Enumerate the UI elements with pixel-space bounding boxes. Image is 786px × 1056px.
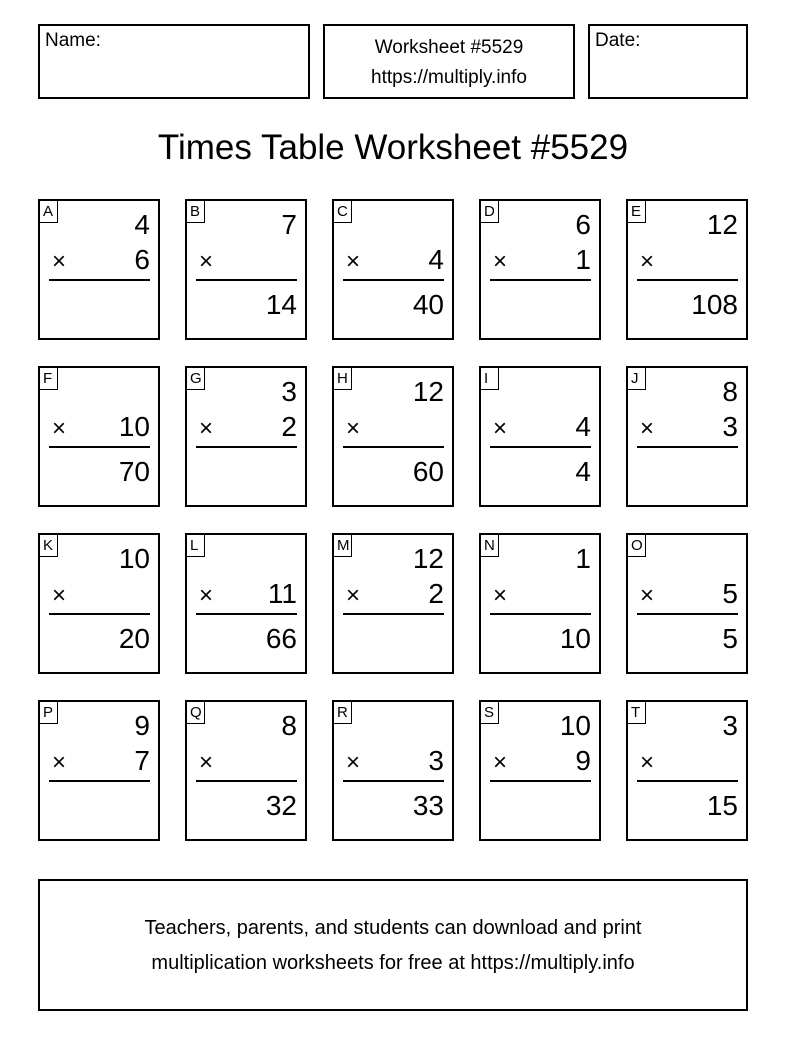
multiplicand[interactable]: 12	[706, 209, 738, 240]
product[interactable]: 40	[412, 289, 444, 320]
problem-card	[479, 533, 601, 674]
problem-card	[38, 366, 160, 507]
times-sign: ×	[199, 248, 214, 275]
times-sign: ×	[346, 248, 361, 275]
multiplicand[interactable]: 12	[412, 376, 444, 407]
multiplier[interactable]: 2	[281, 411, 297, 442]
answer-line	[490, 780, 591, 782]
times-sign: ×	[52, 582, 67, 609]
times-sign: ×	[493, 415, 508, 442]
multiplier[interactable]: 7	[134, 745, 150, 776]
times-sign: ×	[493, 248, 508, 275]
multiplier[interactable]: 10	[118, 411, 150, 442]
problem-letter: L	[187, 535, 205, 557]
problem-card	[626, 700, 748, 841]
multiplier[interactable]: 4	[575, 411, 591, 442]
problem-card	[332, 199, 454, 340]
times-sign: ×	[346, 415, 361, 442]
problem-letter: M	[334, 535, 352, 557]
multiplier[interactable]: 5	[722, 578, 738, 609]
times-sign: ×	[199, 415, 214, 442]
multiplicand[interactable]: 10	[118, 543, 150, 574]
times-sign: ×	[640, 248, 655, 275]
times-sign: ×	[493, 582, 508, 609]
product[interactable]: 60	[412, 456, 444, 487]
multiplicand[interactable]: 3	[722, 710, 738, 741]
answer-line	[637, 613, 738, 615]
multiplier[interactable]: 4	[428, 244, 444, 275]
problem-card	[332, 533, 454, 674]
times-sign: ×	[493, 749, 508, 776]
product[interactable]: 4	[575, 456, 591, 487]
times-sign: ×	[52, 248, 67, 275]
problem-letter: S	[481, 702, 499, 724]
multiplicand[interactable]: 8	[281, 710, 297, 741]
times-sign: ×	[199, 582, 214, 609]
product[interactable]: 15	[706, 790, 738, 821]
problem-card	[185, 366, 307, 507]
problem-card	[185, 700, 307, 841]
times-sign: ×	[52, 415, 67, 442]
answer-line	[637, 780, 738, 782]
answer-line	[49, 780, 150, 782]
problem-card	[185, 533, 307, 674]
answer-line	[637, 446, 738, 448]
worksheet-number: Worksheet #5529	[374, 37, 524, 58]
problem-letter: Q	[187, 702, 205, 724]
times-sign: ×	[640, 749, 655, 776]
page-title: Times Table Worksheet #5529	[157, 128, 629, 167]
problem-letter: J	[628, 368, 646, 390]
problem-letter: N	[481, 535, 499, 557]
problem-card	[626, 533, 748, 674]
product[interactable]: 5	[722, 623, 738, 654]
problem-card	[332, 700, 454, 841]
answer-line	[637, 279, 738, 281]
footer-line-2: multiplication worksheets for free at https://multiply.info	[151, 952, 635, 974]
multiplicand[interactable]: 4	[134, 209, 150, 240]
times-sign: ×	[52, 749, 67, 776]
answer-line	[49, 613, 150, 615]
problem-card	[38, 700, 160, 841]
answer-line	[343, 613, 444, 615]
problem-card	[38, 199, 160, 340]
answer-line	[490, 279, 591, 281]
problem-letter: O	[628, 535, 646, 557]
problem-card	[479, 366, 601, 507]
multiplier[interactable]: 11	[267, 578, 297, 609]
problem-letter: I	[481, 368, 499, 390]
product[interactable]: 14	[265, 289, 297, 320]
answer-line	[343, 446, 444, 448]
answer-line	[490, 613, 591, 615]
answer-line	[196, 613, 297, 615]
answer-line	[490, 446, 591, 448]
problem-letter: T	[628, 702, 646, 724]
problem-letter: E	[628, 201, 646, 223]
product[interactable]: 33	[412, 790, 444, 821]
problem-letter: R	[334, 702, 352, 724]
answer-line	[343, 279, 444, 281]
times-sign: ×	[640, 415, 655, 442]
times-sign: ×	[640, 582, 655, 609]
worksheet-url: https://multiply.info	[371, 67, 527, 88]
multiplicand[interactable]: 9	[134, 710, 150, 741]
problem-card	[626, 199, 748, 340]
problem-card	[626, 366, 748, 507]
footer-line-1: Teachers, parents, and students can download and print	[144, 917, 642, 939]
multiplier[interactable]: 3	[722, 411, 738, 442]
product[interactable]: 20	[118, 623, 150, 654]
product[interactable]: 108	[691, 289, 738, 320]
answer-line	[196, 446, 297, 448]
problem-letter: K	[40, 535, 58, 557]
product[interactable]: 10	[559, 623, 591, 654]
answer-line	[49, 279, 150, 281]
problem-card	[479, 199, 601, 340]
multiplier[interactable]: 9	[575, 745, 591, 776]
multiplicand[interactable]: 10	[559, 710, 591, 741]
problem-letter: A	[40, 201, 58, 223]
problem-letter: B	[187, 201, 205, 223]
problem-card	[38, 533, 160, 674]
multiplier[interactable]: 1	[575, 244, 591, 275]
multiplicand[interactable]: 1	[575, 543, 591, 574]
product[interactable]: 32	[265, 790, 297, 821]
multiplier[interactable]: 3	[428, 745, 444, 776]
answer-line	[49, 446, 150, 448]
problem-letter: P	[40, 702, 58, 724]
problem-card	[479, 700, 601, 841]
answer-line	[196, 780, 297, 782]
name-label: Name:	[45, 30, 101, 51]
multiplicand[interactable]: 3	[281, 376, 297, 407]
footer-box	[38, 879, 748, 1011]
problem-card	[185, 199, 307, 340]
problem-letter: G	[187, 368, 205, 390]
problem-letter: H	[334, 368, 352, 390]
multiplicand[interactable]: 12	[412, 543, 444, 574]
answer-line	[343, 780, 444, 782]
problem-letter: D	[481, 201, 499, 223]
answer-line	[196, 279, 297, 281]
multiplicand[interactable]: 6	[575, 209, 591, 240]
multiplicand[interactable]: 8	[722, 376, 738, 407]
product[interactable]: 70	[118, 456, 150, 487]
name-field[interactable]	[38, 24, 310, 99]
problem-letter: F	[40, 368, 58, 390]
multiplier[interactable]: 6	[134, 244, 150, 275]
times-sign: ×	[346, 582, 361, 609]
worksheet-info-box	[323, 24, 575, 99]
times-sign: ×	[346, 749, 361, 776]
problem-card	[332, 366, 454, 507]
multiplicand[interactable]: 7	[281, 209, 297, 240]
date-field[interactable]	[588, 24, 748, 99]
date-label: Date:	[595, 30, 641, 51]
product[interactable]: 66	[265, 623, 297, 654]
problem-letter: C	[334, 201, 352, 223]
multiplier[interactable]: 2	[428, 578, 444, 609]
times-sign: ×	[199, 749, 214, 776]
